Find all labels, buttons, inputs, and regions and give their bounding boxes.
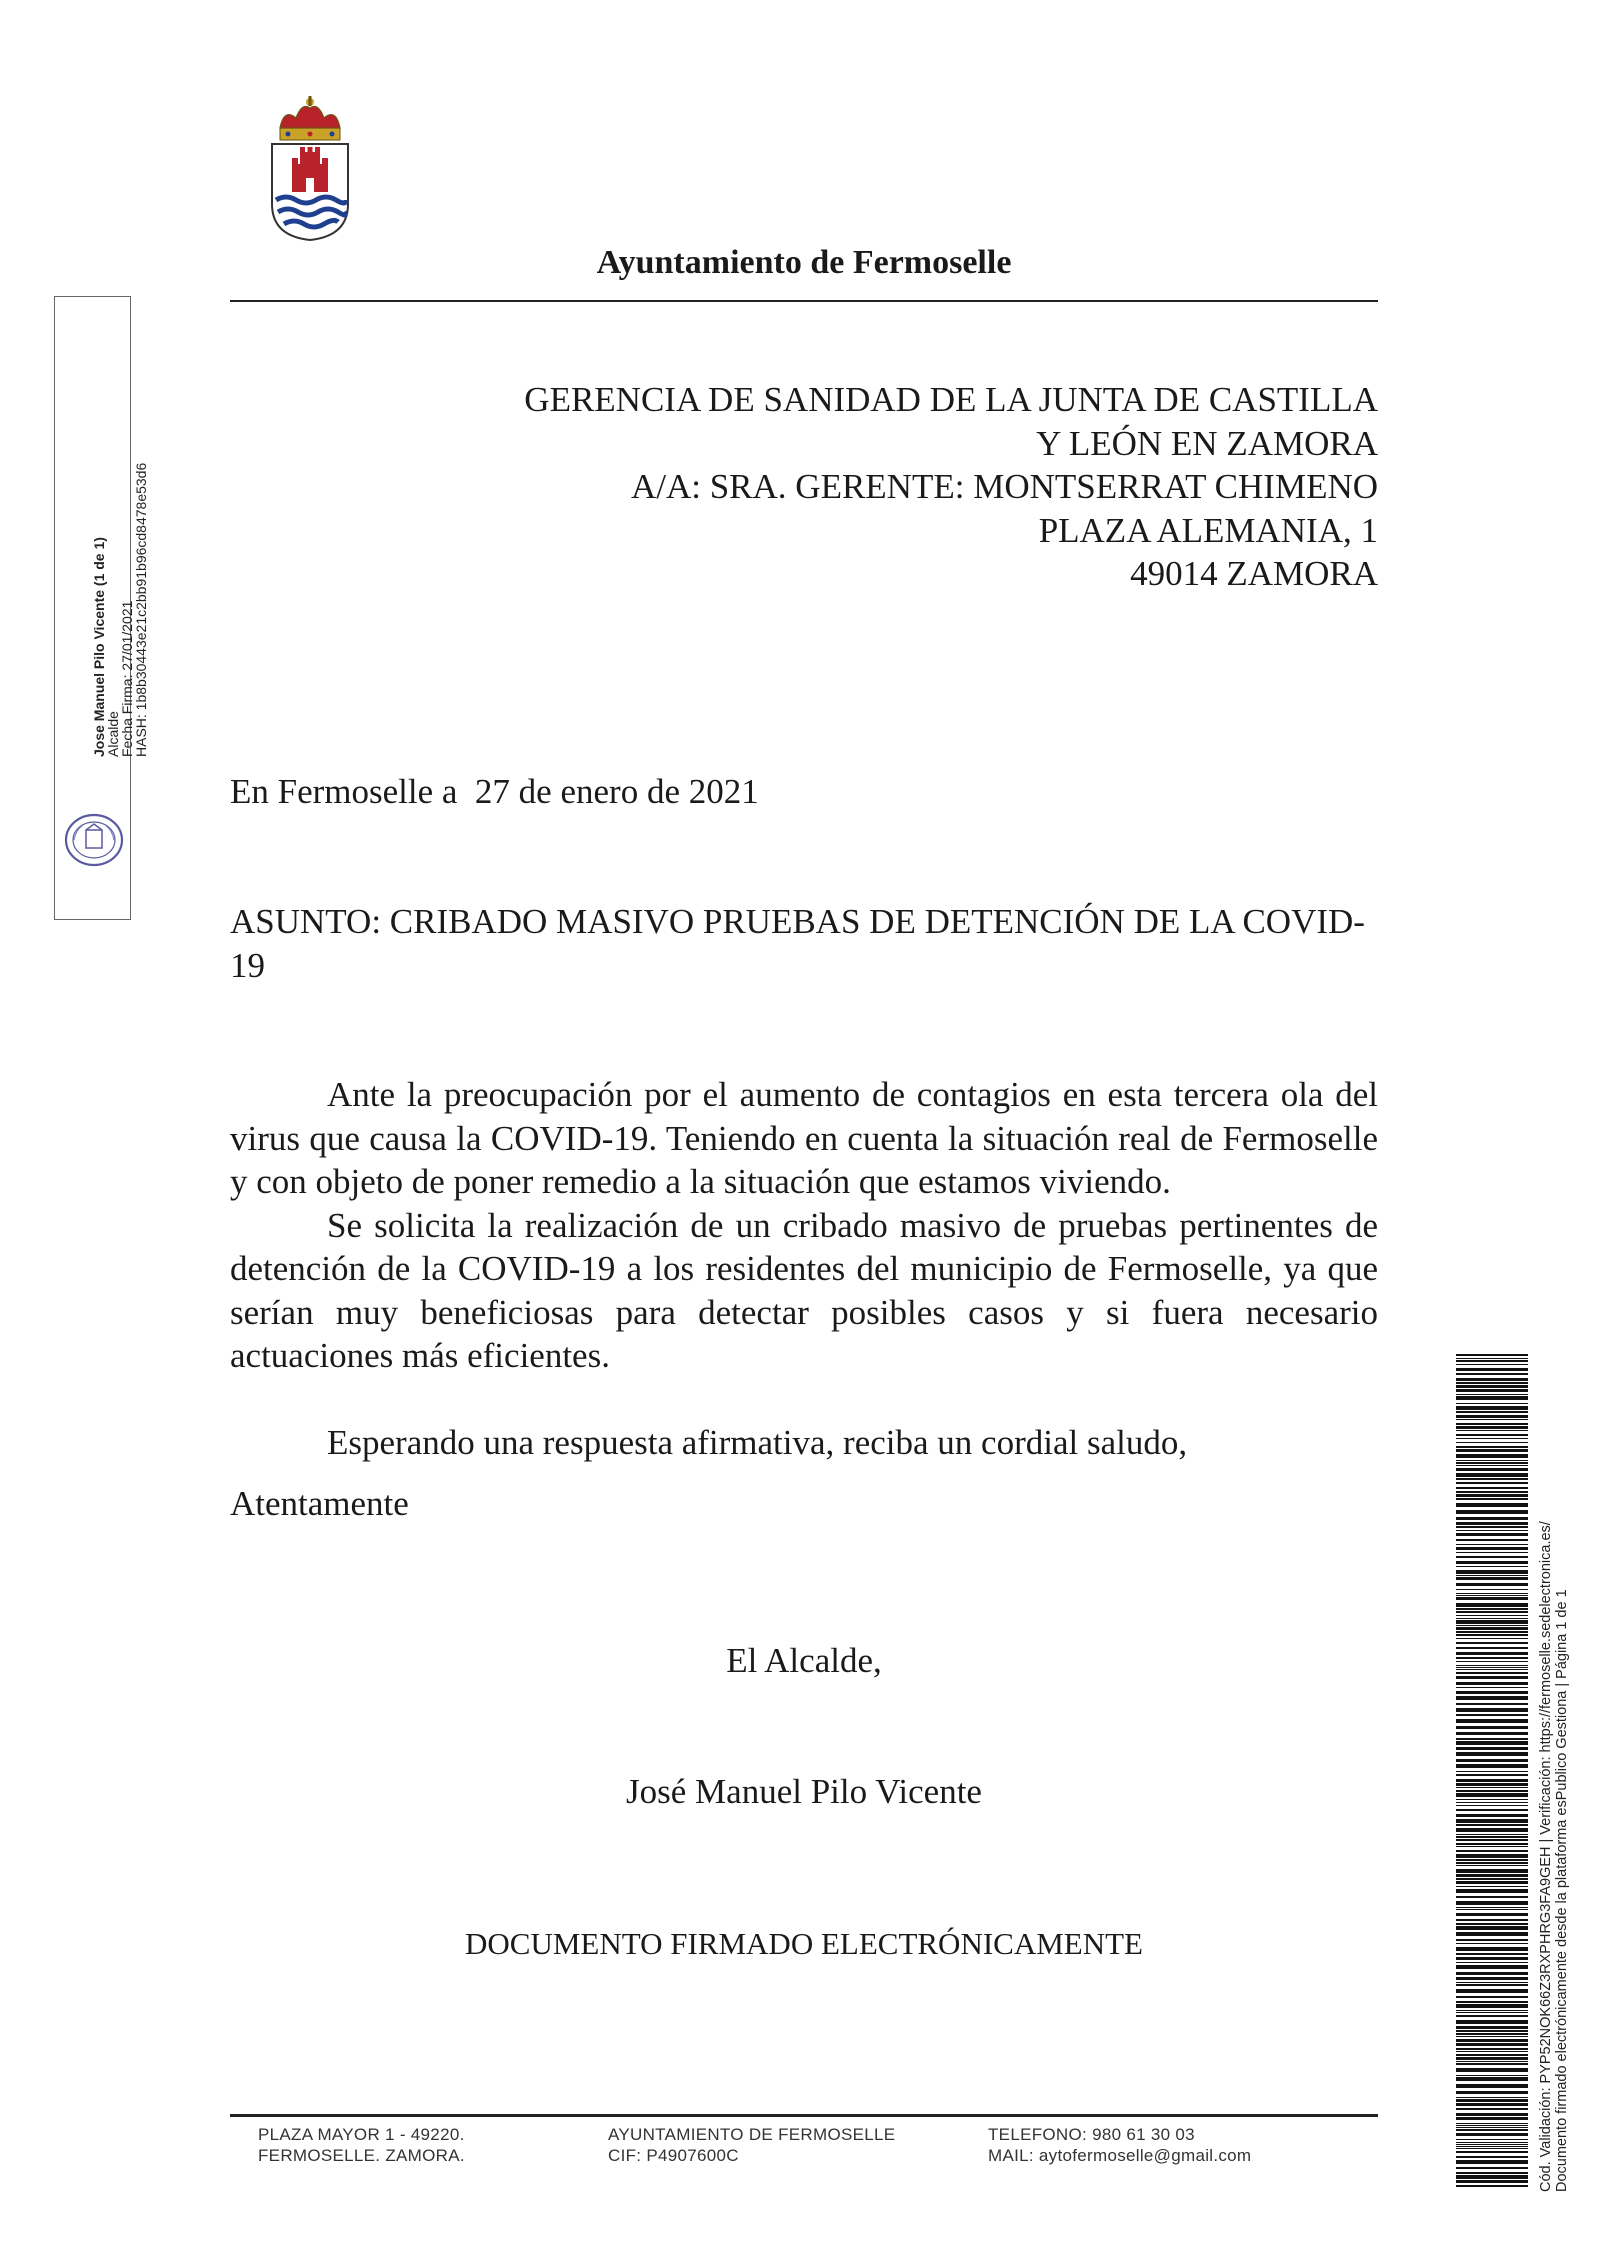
barcode-bar xyxy=(1456,1764,1528,1768)
barcode-bar xyxy=(1456,1589,1528,1590)
barcode-bar xyxy=(1456,1389,1528,1392)
barcode-bar xyxy=(1456,1859,1528,1861)
barcode-bar xyxy=(1456,1819,1528,1823)
barcode-bar xyxy=(1456,1752,1528,1756)
barcode-bar xyxy=(1456,1672,1528,1674)
barcode-bar xyxy=(1456,1774,1528,1776)
barcode-bar xyxy=(1456,1360,1528,1362)
barcode-bar xyxy=(1456,1498,1528,1500)
barcode-bar xyxy=(1456,2075,1528,2076)
barcode-bar xyxy=(1456,2151,1528,2153)
barcode-bar xyxy=(1456,1438,1528,1439)
footer-mail-line: MAIL: aytofermoselle@gmail.com xyxy=(988,2146,1252,2165)
barcode-bar xyxy=(1456,1854,1528,1858)
barcode-bar xyxy=(1456,1790,1528,1792)
closing-text: Atentamente xyxy=(230,1484,409,1523)
barcode-bar xyxy=(1456,2054,1528,2056)
barcode-bar xyxy=(1456,1834,1528,1835)
barcode-bar xyxy=(1456,1682,1528,1685)
barcode-bar xyxy=(1456,2012,1528,2013)
barcode-bar xyxy=(1456,2146,1528,2147)
barcode-bar xyxy=(1456,1939,1528,1941)
barcode-bar xyxy=(1456,1708,1528,1712)
barcode-bar xyxy=(1456,2043,1528,2046)
barcode-bar xyxy=(1456,1373,1528,1375)
barcode-bar xyxy=(1456,1836,1528,1838)
barcode-bar xyxy=(1456,2160,1528,2164)
barcode-bar xyxy=(1456,1561,1528,1564)
barcode-bar xyxy=(1456,1449,1528,1452)
barcode-bar xyxy=(1456,1615,1528,1616)
barcode-bar xyxy=(1456,2026,1528,2029)
body-paragraph: Ante la preocupación por el aumento de contagios en esta tercera ola del virus que causa la COVID-19. Teniendo en cuenta la situación real de Fermoselle y con objeto de poner remedio a la situación que estamos viviendo. xyxy=(230,1075,1378,1201)
barcode-bar xyxy=(1456,1522,1528,1525)
signer-title: El Alcalde, xyxy=(726,1641,882,1680)
barcode-bar xyxy=(1456,2142,1528,2143)
barcode-bar xyxy=(1456,1809,1528,1811)
barcode-bar xyxy=(1456,1874,1528,1877)
barcode-bar xyxy=(1456,2127,1528,2128)
barcode-bar xyxy=(1456,2125,1528,2126)
barcode-bar xyxy=(1456,1570,1528,1574)
barcode-bar xyxy=(1456,1411,1528,1413)
barcode-bar xyxy=(1456,1618,1528,1619)
barcode-bar xyxy=(1456,1771,1528,1772)
barcode-bar xyxy=(1456,1526,1528,1528)
barcode-bar xyxy=(1456,1881,1528,1884)
barcode-bar xyxy=(1456,2068,1528,2072)
barcode-bar xyxy=(1456,1703,1528,1705)
barcode-bar xyxy=(1456,1719,1528,1723)
barcode-bar xyxy=(1456,1886,1528,1887)
barcode-bar xyxy=(1456,1696,1528,1700)
barcode-bar xyxy=(1456,1478,1528,1480)
barcode-bar xyxy=(1456,1865,1528,1866)
barcode-bar xyxy=(1456,1779,1528,1782)
barcode-bar xyxy=(1456,2117,1528,2120)
barcode-bar xyxy=(1456,1889,1528,1893)
barcode-bar xyxy=(1456,2139,1528,2140)
barcode-bar xyxy=(1456,1824,1528,1826)
barcode-bar xyxy=(1456,1926,1528,1930)
barcode-bar xyxy=(1456,2030,1528,2032)
barcode-bar xyxy=(1456,1869,1528,1873)
barcode-bar xyxy=(1456,1799,1528,1800)
footer-entity xyxy=(608,2124,895,2166)
barcode-bar xyxy=(1456,2175,1528,2179)
barcode-bar xyxy=(1456,1984,1528,1986)
barcode-bar xyxy=(1456,1802,1528,1803)
barcode-bar xyxy=(1456,1943,1528,1944)
recipient-line: 49014 ZAMORA xyxy=(1130,554,1378,593)
footer-contact xyxy=(988,2124,1251,2166)
barcode-bar xyxy=(1456,1657,1528,1659)
barcode-bar xyxy=(1456,1627,1528,1630)
barcode-bar xyxy=(1456,1738,1528,1740)
barcode-bar xyxy=(1456,1583,1528,1586)
barcode-bar xyxy=(1456,1620,1528,1624)
barcode-bar xyxy=(1456,1544,1528,1545)
barcode-bar xyxy=(1456,1878,1528,1880)
barcode-bar xyxy=(1456,1465,1528,1466)
stamp-signer: Jose Manuel Pilo Vicente (1 de 1) xyxy=(91,537,107,757)
barcode-bar xyxy=(1456,2108,1528,2110)
validation-barcode xyxy=(1456,1354,1528,2190)
barcode-bar xyxy=(1456,1846,1528,1847)
barcode-bar xyxy=(1456,2167,1528,2169)
barcode-bar xyxy=(1456,2057,1528,2060)
barcode-bar xyxy=(1456,2148,1528,2149)
barcode-bar xyxy=(1456,1923,1528,1925)
barcode-bar xyxy=(1456,1566,1528,1567)
barcode-bar xyxy=(1456,1547,1528,1550)
barcode-bar xyxy=(1456,1814,1528,1817)
barcode-bar xyxy=(1456,1539,1528,1541)
barcode-bar xyxy=(1456,2097,1528,2098)
barcode-bar xyxy=(1456,1828,1528,1832)
barcode-bar xyxy=(1456,1667,1528,1668)
barcode-bar xyxy=(1456,1661,1528,1662)
body-paragraph: Esperando una respuesta afirmativa, reciba un cordial saludo, xyxy=(327,1423,1188,1462)
barcode-bar xyxy=(1456,1603,1528,1607)
barcode-bar xyxy=(1456,1947,1528,1951)
barcode-bar xyxy=(1456,1793,1528,1797)
recipient-line: GERENCIA DE SANIDAD DE LA JUNTA DE CASTILLA xyxy=(524,380,1378,419)
barcode-bar xyxy=(1456,1977,1528,1980)
barcode-bar xyxy=(1456,1454,1528,1458)
barcode-bar xyxy=(1456,1839,1528,1841)
stamp-date: Fecha Firma: 27/01/2021 xyxy=(119,600,135,757)
footer-divider xyxy=(230,2114,1378,2117)
barcode-bar xyxy=(1456,1953,1528,1955)
barcode-bar xyxy=(1456,1896,1528,1898)
barcode-bar xyxy=(1456,1989,1528,1993)
barcode-bar xyxy=(1456,1919,1528,1921)
barcode-bar xyxy=(1456,1676,1528,1679)
subject-line: ASUNTO: CRIBADO MASIVO PRUEBAS DE DETENCIÓN DE LA COVID-19 xyxy=(230,902,1365,985)
barcode-bar xyxy=(1456,1503,1528,1507)
barcode-bar xyxy=(1456,1468,1528,1471)
barcode-bar xyxy=(1456,2039,1528,2042)
barcode-bar xyxy=(1456,1741,1528,1745)
footer-phone-line: TELEFONO: 980 61 30 03 xyxy=(988,2125,1195,2144)
barcode-bar xyxy=(1456,1965,1528,1969)
barcode-bar xyxy=(1456,2084,1528,2088)
letter-body xyxy=(230,1073,1378,1465)
barcode-bar xyxy=(1456,1460,1528,1461)
footer-address xyxy=(258,2124,465,2166)
barcode-bar xyxy=(1456,1982,1528,1983)
barcode-bar xyxy=(1456,1593,1528,1594)
barcode-bar xyxy=(1456,2020,1528,2024)
barcode-bar xyxy=(1456,1354,1528,1356)
barcode-bar xyxy=(1456,1625,1528,1626)
barcode-bar xyxy=(1456,1783,1528,1786)
barcode-bar xyxy=(1456,1901,1528,1905)
barcode-bar xyxy=(1456,2144,1528,2145)
barcode-bar xyxy=(1456,1442,1528,1443)
barcode-bar xyxy=(1456,2010,1528,2011)
barcode-bar xyxy=(1456,2156,1528,2158)
barcode-bar xyxy=(1456,1415,1528,1418)
barcode-bar xyxy=(1456,1726,1528,1729)
barcode-bar xyxy=(1456,1631,1528,1633)
barcode-bar xyxy=(1456,1434,1528,1436)
barcode-bar xyxy=(1456,2180,1528,2183)
seal-icon xyxy=(62,810,126,870)
barcode-bar xyxy=(1456,1394,1528,1395)
barcode-bar xyxy=(1456,1530,1528,1531)
footer-entity-line: AYUNTAMIENTO DE FERMOSELLE xyxy=(608,2125,896,2144)
barcode-bar xyxy=(1456,2004,1528,2008)
footer-address-line: FERMOSELLE. ZAMORA. xyxy=(258,2146,465,2165)
barcode-bar xyxy=(1456,1962,1528,1963)
barcode-bar xyxy=(1456,2185,1528,2187)
barcode-bar xyxy=(1456,1843,1528,1845)
barcode-bar xyxy=(1456,1805,1528,1806)
barcode-bar xyxy=(1456,2133,1528,2136)
barcode-bar xyxy=(1456,1642,1528,1644)
barcode-bar xyxy=(1456,1972,1528,1975)
footer-address-line: PLAZA MAYOR 1 - 49220. xyxy=(258,2125,465,2144)
barcode-bar xyxy=(1456,1787,1528,1788)
barcode-bar xyxy=(1456,1487,1528,1489)
organization-name: Ayuntamiento de Fermoselle xyxy=(596,244,1012,281)
barcode-bar xyxy=(1456,1482,1528,1484)
barcode-bar xyxy=(1456,2077,1528,2081)
barcode-bar xyxy=(1456,1419,1528,1420)
barcode-bar xyxy=(1456,2036,1528,2037)
barcode-bar xyxy=(1456,1446,1528,1448)
date-line: En Fermoselle a 27 de enero de 2021 xyxy=(230,772,759,811)
barcode-bar xyxy=(1456,1491,1528,1493)
barcode-bar xyxy=(1456,1517,1528,1520)
barcode-bar xyxy=(1456,1862,1528,1864)
barcode-bar xyxy=(1456,1850,1528,1852)
validation-code-line: Cód. Validación: PYP52NOK66Z3RXPHRG3FA9GEH | Verificación: https://fermoselle.sedelectronica.es/ xyxy=(1538,1521,1554,2192)
barcode-bar xyxy=(1456,1396,1528,1400)
barcode-bar xyxy=(1456,2051,1528,2052)
signed-electronically-note: DOCUMENTO FIRMADO ELECTRÓNICAMENTE xyxy=(465,1926,1143,1961)
recipient-line: Y LEÓN EN ZAMORA xyxy=(1036,423,1378,463)
barcode-bar xyxy=(1456,1378,1528,1381)
barcode-bar xyxy=(1456,1510,1528,1514)
barcode-bar xyxy=(1456,1907,1528,1908)
barcode-bar xyxy=(1456,2099,1528,2102)
barcode-bar xyxy=(1456,1423,1528,1425)
validation-platform-line: Documento firmado electrónicamente desde la plataforma esPublico Gestiona | Página 1 de 1 xyxy=(1554,1589,1570,2192)
barcode-bar xyxy=(1456,1652,1528,1655)
barcode-bar xyxy=(1456,2091,1528,2094)
barcode-bar xyxy=(1456,1552,1528,1553)
signer-name: José Manuel Pilo Vicente xyxy=(626,1772,982,1811)
barcode-bar xyxy=(1456,1691,1528,1694)
barcode-bar xyxy=(1456,1634,1528,1636)
barcode-bar xyxy=(1456,2048,1528,2050)
barcode-bar xyxy=(1456,1611,1528,1613)
stamp-role: Alcalde xyxy=(105,711,121,757)
recipient-address-block xyxy=(524,378,1378,596)
barcode-bar xyxy=(1456,1426,1528,1429)
barcode-bar xyxy=(1456,1665,1528,1666)
barcode-bar xyxy=(1456,1385,1528,1388)
barcode-bar xyxy=(1456,1533,1528,1536)
barcode-bar xyxy=(1456,2129,1528,2131)
recipient-line: PLAZA ALEMANIA, 1 xyxy=(1038,510,1378,550)
barcode-bar xyxy=(1456,1608,1528,1610)
barcode-bar xyxy=(1456,1638,1528,1639)
barcode-bar xyxy=(1456,1714,1528,1716)
barcode-bar xyxy=(1456,2172,1528,2174)
barcode-bar xyxy=(1456,1913,1528,1916)
barcode-bar xyxy=(1456,1364,1528,1365)
recipient-line: A/A: SRA. GERENTE: MONTSERRAT CHIMENO xyxy=(630,467,1378,506)
barcode-bar xyxy=(1456,2001,1528,2003)
barcode-bar xyxy=(1456,1406,1528,1410)
barcode-bar xyxy=(1456,1957,1528,1960)
barcode-bar xyxy=(1456,2123,1528,2124)
barcode-bar xyxy=(1456,1358,1528,1359)
barcode-bar xyxy=(1456,1747,1528,1750)
barcode-bar xyxy=(1456,1575,1528,1576)
municipal-crest-logo xyxy=(262,94,358,244)
barcode-bar xyxy=(1456,1577,1528,1580)
barcode-bar xyxy=(1456,1430,1528,1431)
barcode-bar xyxy=(1456,1556,1528,1558)
barcode-bar xyxy=(1456,2103,1528,2106)
barcode-bar xyxy=(1456,1669,1528,1670)
barcode-bar xyxy=(1456,1909,1528,1910)
body-paragraph: Se solicita la realización de un cribado masivo de pruebas pertinentes de detención de la COVID-19 a los residentes del municipio de Fermoselle, ya que serían muy beneficiosas para detectar posibles casos y si fuera necesario actuaciones más eficientes. xyxy=(230,1205,1378,1375)
barcode-bar xyxy=(1456,1597,1528,1600)
barcode-bar xyxy=(1456,1473,1528,1477)
barcode-bar xyxy=(1456,1687,1528,1688)
footer-cif-line: CIF: P4907600C xyxy=(608,2146,739,2165)
barcode-bar xyxy=(1456,1647,1528,1649)
barcode-bar xyxy=(1456,1595,1528,1596)
barcode-bar xyxy=(1456,2015,1528,2017)
barcode-bar xyxy=(1456,1368,1528,1371)
barcode-bar xyxy=(1456,1759,1528,1762)
barcode-bar xyxy=(1456,2113,1528,2116)
barcode-bar xyxy=(1456,1382,1528,1384)
barcode-bar xyxy=(1456,2061,1528,2062)
barcode-bar xyxy=(1456,2063,1528,2065)
barcode-bar xyxy=(1456,1462,1528,1464)
barcode-bar xyxy=(1456,1732,1528,1735)
stamp-hash: HASH: 1b8b30443e21c2bb91b96cd8478e53d6 xyxy=(133,462,149,757)
header-divider xyxy=(230,300,1378,302)
barcode-bar xyxy=(1456,1403,1528,1404)
barcode-bar xyxy=(1456,1494,1528,1497)
barcode-bar xyxy=(1456,1932,1528,1936)
barcode-bar xyxy=(1456,1996,1528,1998)
barcode-bar xyxy=(1456,2033,1528,2035)
